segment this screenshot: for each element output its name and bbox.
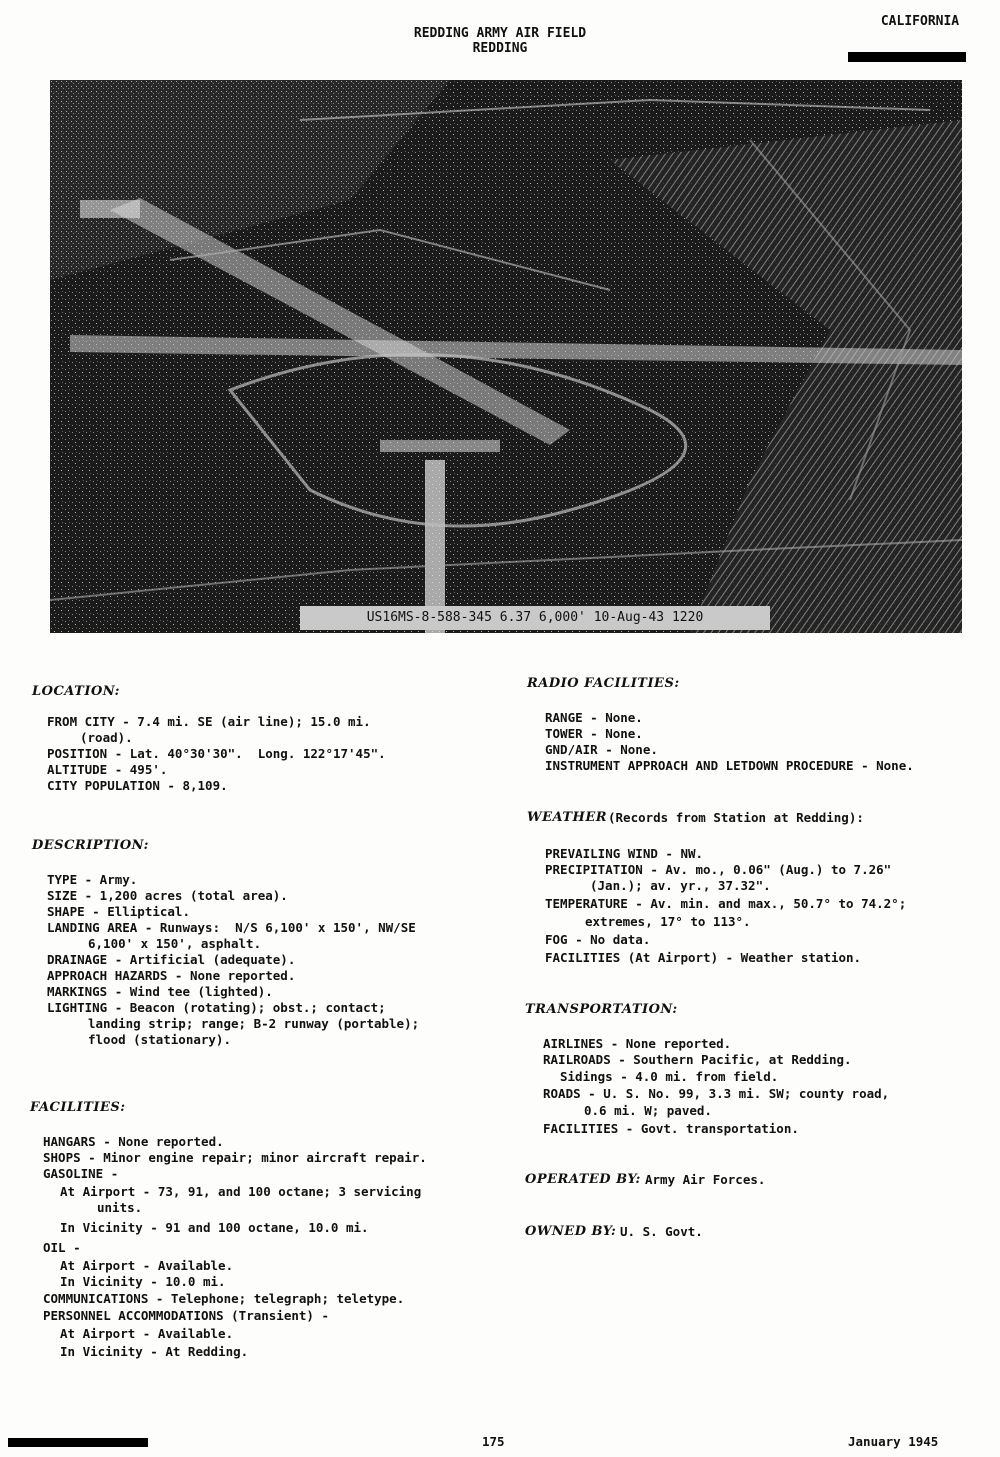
description-line: DRAINAGE - Artificial (adequate). [47, 952, 296, 967]
transportation-line: FACILITIES - Govt. transportation. [543, 1121, 799, 1136]
radio-line: TOWER - None. [545, 726, 643, 741]
facilities-line: OIL - [43, 1240, 81, 1255]
weather-line: FACILITIES (At Airport) - Weather station. [545, 950, 862, 965]
owned-by-label: OWNED BY: [525, 1224, 617, 1239]
weather-heading: WEATHER [527, 810, 608, 825]
facilities-line: GASOLINE - [43, 1166, 119, 1181]
operated-by-value: Army Air Forces. [645, 1172, 766, 1187]
weather-line: FOG - No data. [545, 932, 651, 947]
radio-heading: RADIO FACILITIES: [527, 676, 680, 691]
facilities-line: PERSONNEL ACCOMMODATIONS (Transient) - [43, 1308, 329, 1323]
description-line: SHAPE - Elliptical. [47, 904, 190, 919]
description-line: APPROACH HAZARDS - None reported. [47, 968, 296, 983]
page-title [360, 26, 640, 56]
description-line: TYPE - Army. [47, 872, 138, 887]
footer-date: January 1945 [848, 1434, 939, 1449]
transportation-line: AIRLINES - None reported. [543, 1036, 732, 1051]
transportation-line: 0.6 mi. W; paved. [584, 1103, 712, 1118]
redaction-bar-top [848, 52, 966, 62]
facilities-heading: FACILITIES: [30, 1100, 126, 1115]
facilities-line: SHOPS - Minor engine repair; minor aircraft repair. [43, 1150, 427, 1165]
radio-line: GND/AIR - None. [545, 742, 658, 757]
radio-line: INSTRUMENT APPROACH AND LETDOWN PROCEDURE - None. [545, 758, 914, 773]
state-label: CALIFORNIA [880, 14, 960, 29]
facilities-line: COMMUNICATIONS - Telephone; telegraph; teletype. [43, 1291, 405, 1306]
location-line: POSITION - Lat. 40°30'30". Long. 122°17'45". [47, 746, 386, 761]
description-line: landing strip; range; B-2 runway (portable); [88, 1016, 420, 1031]
description-line: LIGHTING - Beacon (rotating); obst.; contact; [47, 1000, 386, 1015]
location-line: ALTITUDE - 495'. [47, 762, 168, 777]
facilities-line: units. [97, 1200, 143, 1215]
facilities-line: In Vicinity - 91 and 100 octane, 10.0 mi. [60, 1220, 369, 1235]
photo-caption: US16MS-8-588-345 6.37 6,000' 10-Aug-43 1220 [300, 606, 770, 630]
location-line: FROM CITY - 7.4 mi. SE (air line); 15.0 mi. [47, 714, 371, 729]
weather-line: TEMPERATURE - Av. min. and max., 50.7° to 74.2°; [545, 896, 907, 911]
page-number: 175 [482, 1434, 505, 1449]
operated-by-label: OPERATED BY: [525, 1172, 641, 1187]
description-line: SIZE - 1,200 acres (total area). [47, 888, 288, 903]
transportation-line: RAILROADS - Southern Pacific, at Redding. [543, 1052, 852, 1067]
title-line-1: REDDING ARMY AIR FIELD [413, 26, 587, 41]
location-line: CITY POPULATION - 8,109. [47, 778, 228, 793]
weather-line: PRECIPITATION - Av. mo., 0.06" (Aug.) to 7.26" [545, 862, 892, 877]
transportation-line: Sidings - 4.0 mi. from field. [560, 1069, 779, 1084]
facilities-line: At Airport - Available. [60, 1326, 234, 1341]
facilities-line: At Airport - Available. [60, 1258, 234, 1273]
location-heading: LOCATION: [32, 684, 120, 699]
radio-line: RANGE - None. [545, 710, 643, 725]
facilities-line: In Vicinity - 10.0 mi. [60, 1274, 226, 1289]
description-line: 6,100' x 150', asphalt. [88, 936, 262, 951]
owned-by-value: U. S. Govt. [620, 1224, 703, 1239]
transportation-line: ROADS - U. S. No. 99, 3.3 mi. SW; county road, [543, 1086, 890, 1101]
title-line-2: REDDING [472, 41, 528, 56]
location-line: (road). [80, 730, 133, 745]
facilities-line: In Vicinity - At Redding. [60, 1344, 249, 1359]
description-line: MARKINGS - Wind tee (lighted). [47, 984, 273, 999]
aerial-photo [50, 80, 962, 633]
transportation-heading: TRANSPORTATION: [525, 1002, 678, 1017]
aerial-photo-image [50, 80, 962, 633]
facilities-line: At Airport - 73, 91, and 100 octane; 3 servicing [60, 1184, 422, 1199]
weather-heading-note: (Records from Station at Redding): [608, 810, 864, 825]
weather-line: extremes, 17° to 113°. [585, 914, 751, 929]
weather-line: PREVAILING WIND - NW. [545, 846, 704, 861]
facilities-line: HANGARS - None reported. [43, 1134, 224, 1149]
weather-line: (Jan.); av. yr., 37.32". [590, 878, 771, 893]
description-line: flood (stationary). [88, 1032, 231, 1047]
description-line: LANDING AREA - Runways: N/S 6,100' x 150', NW/SE [47, 920, 416, 935]
redaction-bar-bottom [8, 1438, 148, 1447]
description-heading: DESCRIPTION: [32, 838, 149, 853]
